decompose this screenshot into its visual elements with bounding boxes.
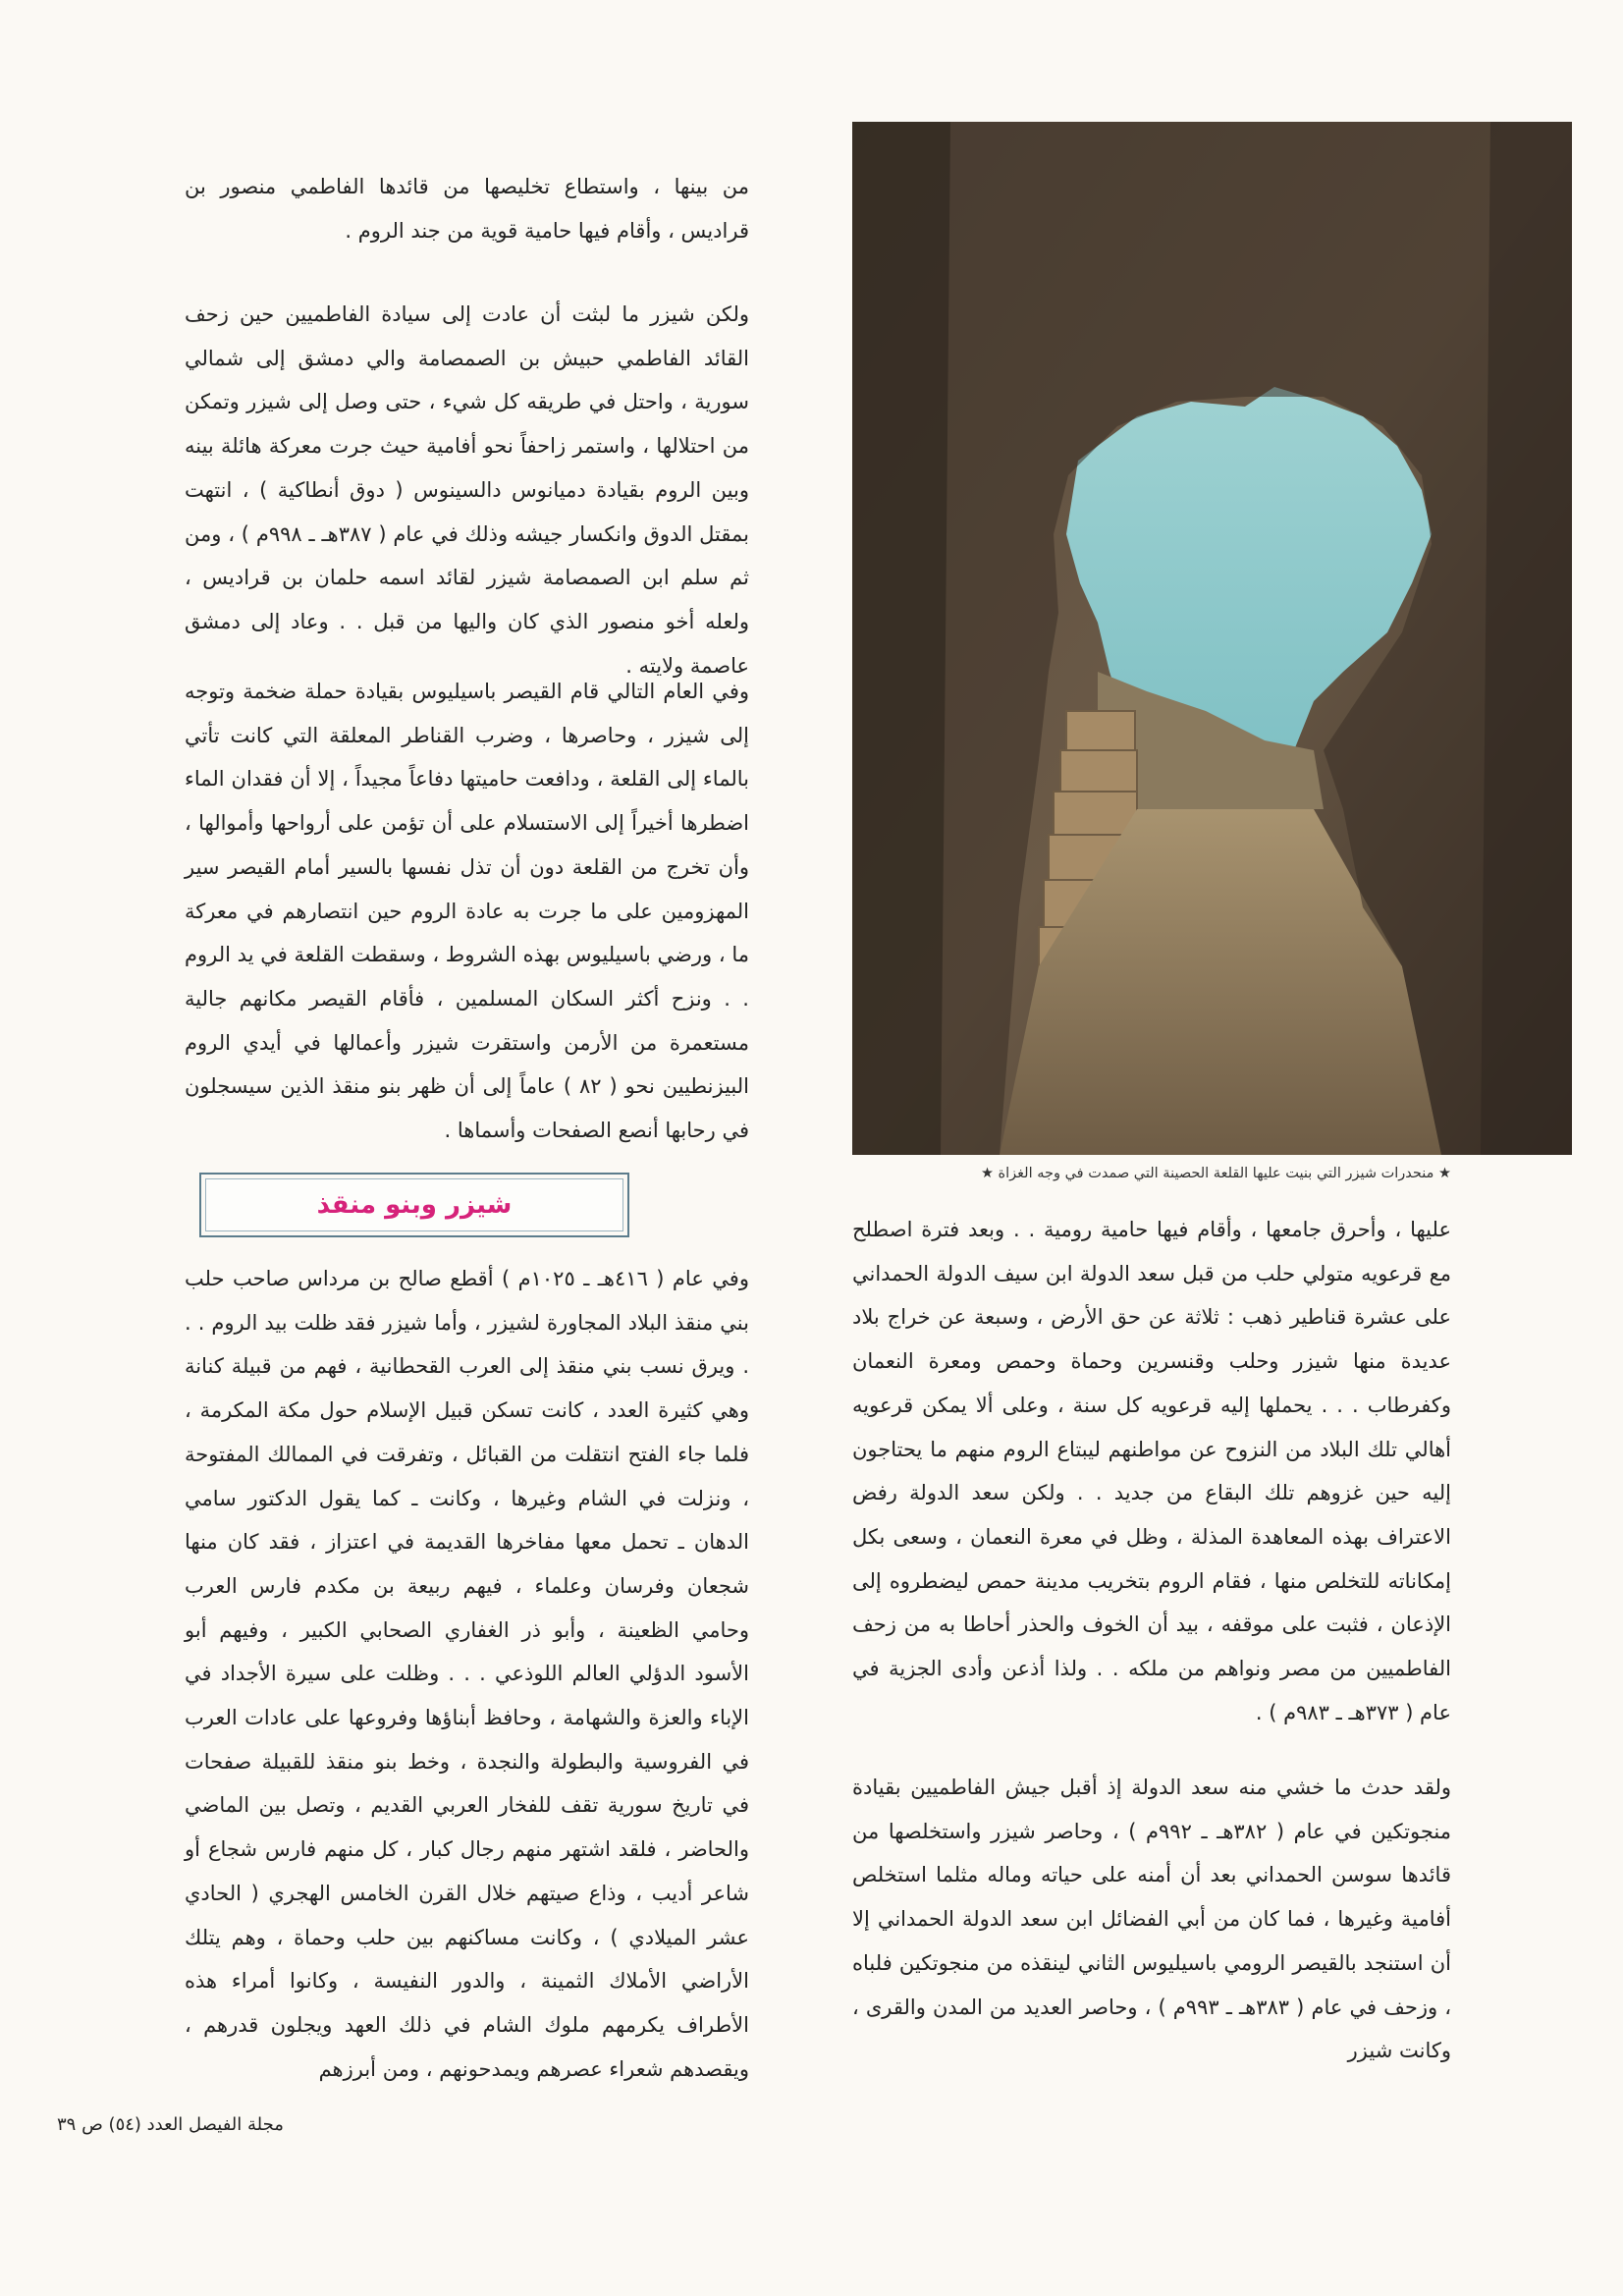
arch-photo-illustration	[852, 122, 1572, 1155]
left-paragraph-2: ولكن شيزر ما لبثت أن عادت إلى سيادة الفاطميين حين زحف القائد الفاطمي حبيش بن الصمصامة والي دمشق إلى شمالي سورية ، واحتل في طريقه كل شيء ، حتى وصل إلى شيزر وتمكن من احتلالها ، واستمر زاحفاً نحو أفامية حيث جرت معركة هائلة بينه وبين الروم بقيادة دميانوس دالسينوس ( دوق أنطاكية ) ، انتهت بمقتل الدوق وانكسار جيشه وذلك في عام ( ٣٨٧هـ ـ ٩٩٨م ) ، ومن ثم سلم ابن الصمصامة شيزر لقائد اسمه حلمان بن قراديس ، ولعله أخو منصور الذي كان واليها من قبل . . وعاد إلى دمشق عاصمة ولايته .	[185, 302, 750, 678]
right-paragraph-2: ولقد حدث ما خشي منه سعد الدولة إذ أقبل جيش الفاطميين بقيادة منجوتكين في عام ( ٣٨٢هـ ـ ٩٩٢م ) ، وحاصر شيزر واستخلصها من قائدها سوسن الحمداني بعد أن أمنه على حياته وماله مثلما استخلص أفامية وغيرها ، فما كان من أبي الفضائل ابن سعد الدولة الحمداني إلا أن استنجد بالقيصر الرومي باسيليوس الثاني لينقذه من منجوتكين فلباه ، وزحف في عام ( ٣٨٣هـ ـ ٩٩٣م ) ، وحاصر العديد من المدن والقرى ، وكانت شيزر	[852, 1776, 1451, 2063]
left-paragraph-4: وفي عام ( ٤١٦هـ ـ ١٠٢٥م ) أقطع صالح بن مرداس صاحب حلب بني منقذ البلاد المجاورة لشيزر ، وأما شيزر فقد ظلت بيد الروم . . . ويرق نسب بني منقذ إلى العرب القحطانية ، فهم من قبيلة كنانة وهي كثيرة العدد ، كانت تسكن قبيل الإسلام حول مكة المكرمة ، فلما جاء الفتح انتقلت من القبائل ، وتفرقت في الممالك المفتوحة ، ونزلت في الشام وغيرها ، وكانت ـ كما يقول الدكتور سامي الدهان ـ تحمل معها مفاخرها القديمة في اعتزاز ، فقد كان منها شجعان وفرسان وعلماء ، فيهم ربيعة بن مكدم فارس العرب وحامي الظعينة ، وأبو ذر الغفاري الصحابي الكبير ، وفيهم أبو الأسود الدؤلي العالم اللوذعي . . . وظلت على سيرة الأجداد في الإباء والعزة والشهامة ، وحافظ أبناؤها وفروعها على عادات العرب في الفروسية والبطولة والنجدة ، وخط بنو منقذ للقبيلة صفحات في تاريخ سورية تقف للفخار العربي القديم ، وتصل بين الماضي والحاضر ، فلقد اشتهر منهم رجال كبار ، كل منهم فارس شجاع أو شاعر أديب ، وذاع صيتهم خلال القرن الخامس الهجري ( الحادي عشر الميلادي ) ، وكانت مساكنهم بين حلب وحماة ، وهم يتلك الأراضي الأملاك الثمينة ، والدور النفيسة ، وكانوا أمراء هذه الأطراف يكرمهم ملوك الشام في ذلك العهد ويجلون قدرهم ، ويقصدهم شعراء عصرهم ويمدحونهم ، ومن أبرزهم	[185, 1267, 749, 2081]
page-footer: مجلة الفيصل العدد (٥٤) ص ٣٩	[57, 2114, 284, 2135]
photo-shaizar-arch	[852, 122, 1572, 1155]
right-paragraph-1: عليها ، وأحرق جامعها ، وأقام فيها حامية رومية . . وبعد فترة اصطلح مع قرعويه متولي حلب من قبل سعد الدولة ابن سيف الدولة الحمداني على عشرة قناطير ذهب : ثلاثة عن حق الأرض ، وسبعة عن خراج بلاد عديدة منها شيزر وحلب وقنسرين وحماة وحمص ومعرة النعمان وكفرطاب . . . يحملها إليه قرعويه كل سنة ، وعلى ألا يمكن قرعويه أهالي تلك البلاد من النزوح عن مواطنهم ليبتاع الروم منهم ما يحتاجون إليه حين غزوهم تلك البقاع من جديد . . ولكن سعد الدولة رفض الاعتراف بهذه المعاهدة المذلة ، وظل في معرة النعمان ، وسعى بكل إمكاناته للتخلص منها ، فقام الروم بتخريب مدينة حمص ليضطروه إلى الإذعان ، فثبت على موقفه ، بيد أن الخوف والحذر أحاطا به من زحف الفاطميين من مصر ونواهم من ملكه . . ولذا أذعن وأدى الجزية في عام ( ٣٧٣هـ ـ ٩٨٣م ) .	[852, 1218, 1451, 1724]
photo-caption: ★ منحدرات شيزر التي بنيت عليها القلعة الحصينة التي صمدت في وجه الغزاة ★	[980, 1166, 1451, 1181]
section-heading-box	[199, 1173, 629, 1237]
section-heading: شيزر وبنو منقذ	[316, 1190, 513, 1220]
left-paragraph-3: وفي العام التالي قام القيصر باسيليوس بقيادة حملة ضخمة وتوجه إلى شيزر ، وحاصرها ، وضرب القناطر المعلقة التي كانت تأتي بالماء إلى القلعة ، ودافعت حاميتها دفاعاً مجيداً ، إلا أن فقدان الماء اضطرها أخيراً إلى الاستسلام على أن تؤمن على أرواحها وأموالها ، وأن تخرج من القلعة دون أن تذل نفسها بالسير أمام القيصر سير المهزومين على ما جرت به عادة الروم حين انتصارهم في معركة ما ، ورضي باسيليوس بهذه الشروط ، وسقطت القلعة في يد الروم . . ونزح أكثر السكان المسلمين ، فأقام القيصر مكانهم جالية مستعمرة من الأرمن واستقرت شيزر وأعمالها في أيدي الروم البيزنطيين نحو ( ٨٢ ) عاماً إلى أن ظهر بنو منقذ الذين سيسجلون في رحابها أنصع الصفحات وأسماها .	[185, 680, 749, 1143]
left-paragraph-1: من بينها ، واستطاع تخليصها من قائدها الفاطمي منصور بن قراديس ، وأقام فيها حامية قوية من جند الروم .	[185, 175, 749, 243]
